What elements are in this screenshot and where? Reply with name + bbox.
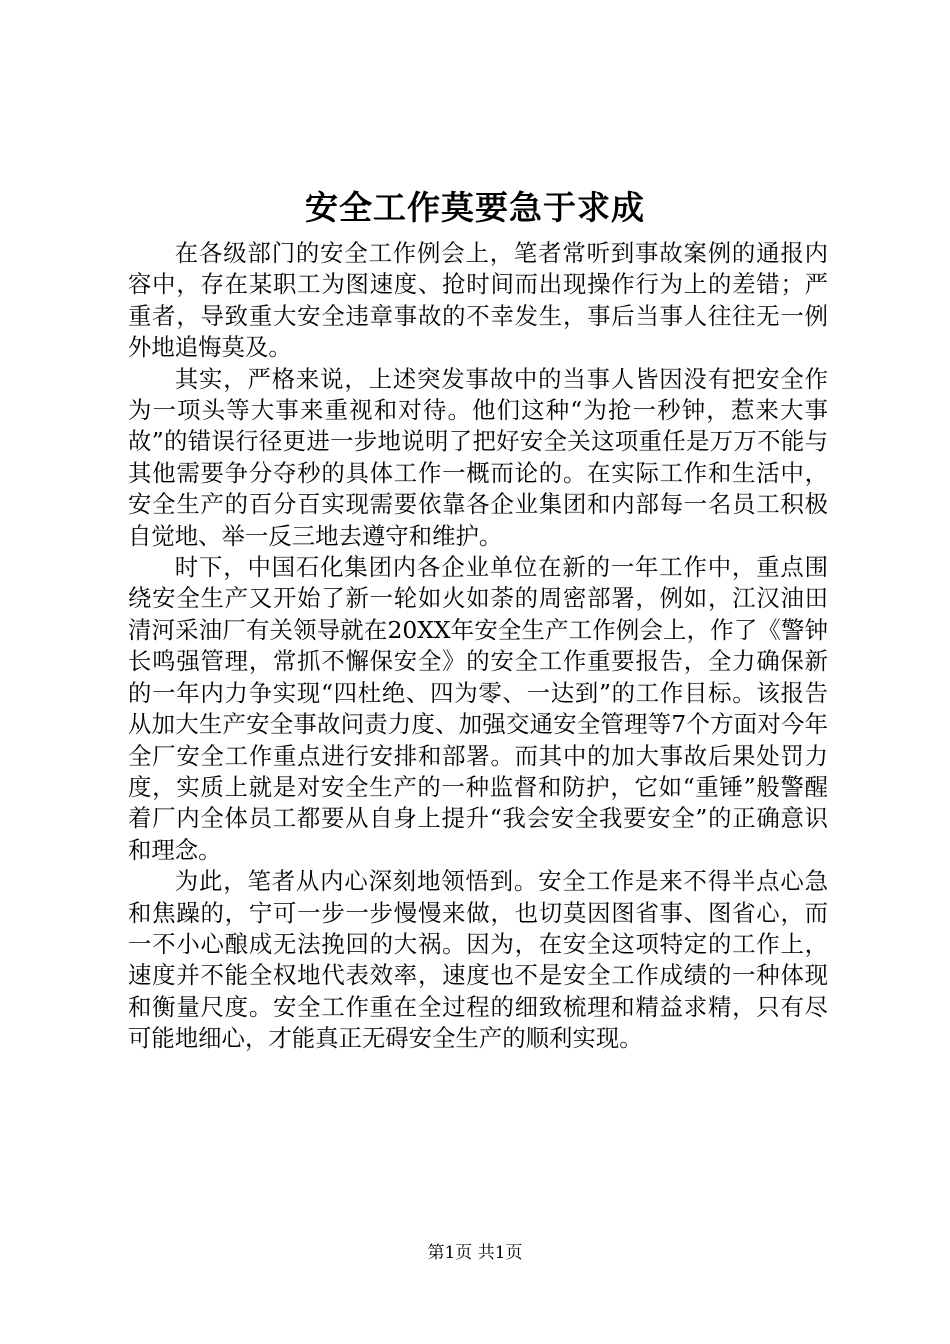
- paragraph-4: 为此，笔者从内心深刻地领悟到。安全工作是来不得半点心急和焦躁的，宁可一步一步慢慢来做，也切莫因图省事、图省心，而一不小心酿成无法挽回的大祸。因为，在安全这项特定的工作上，速度并不能全权地代表效率，速度也不是安全工作成绩的一种体现和衡量尺度。安全工作重在全过程的细致梳理和精益求精，只有尽可能地细心，才能真正无碍安全生产的顺利实现。: [128, 867, 828, 1053]
- paragraph-1: 在各级部门的安全工作例会上，笔者常听到事故案例的通报内容中，存在某职工为图速度、抢时间而出现操作行为上的差错；严重者，导致重大安全违章事故的不幸发生，事后当事人往往无一例外地追悔莫及。: [128, 239, 828, 362]
- document-body: [128, 238, 828, 1055]
- paragraph-3: 时下，中国石化集团内各企业单位在新的一年工作中，重点围绕安全生产又开始了新一轮如火如荼的周密部署，例如，江汉油田清河采油厂有关领导就在20XX年安全生产工作例会上，作了《警钟长鸣强管理，常抓不懈保安全》的安全工作重要报告，全力确保新的一年内力争实现“四杜绝、四为零、一达到”的工作目标。该报告从加大生产安全事故问责力度、加强交通安全管理等7个方面对今年全厂安全工作重点进行安排和部署。而其中的加大事故后果处罚力度，实质上就是对安全生产的一种监督和防护，它如“重锤”般警醒着厂内全体员工都要从自身上提升“我会安全我要安全”的正确意识和理念。: [128, 553, 828, 864]
- document-title: 安全工作莫要急于求成: [305, 188, 645, 227]
- page-footer: 第1页 共1页: [427, 1243, 523, 1263]
- paragraph-2: 其实，严格来说，上述突发事故中的当事人皆因没有把安全作为一项头等大事来重视和对待。他们这种“为抢一秒钟，惹来大事故”的错误行径更进一步地说明了把好安全关这项重任是万万不能与其他需要争分夺秒的具体工作一概而论的。在实际工作和生活中，安全生产的百分百实现需要依靠各企业集团和内部每一名员工积极自觉地、举一反三地去遵守和维护。: [128, 364, 828, 550]
